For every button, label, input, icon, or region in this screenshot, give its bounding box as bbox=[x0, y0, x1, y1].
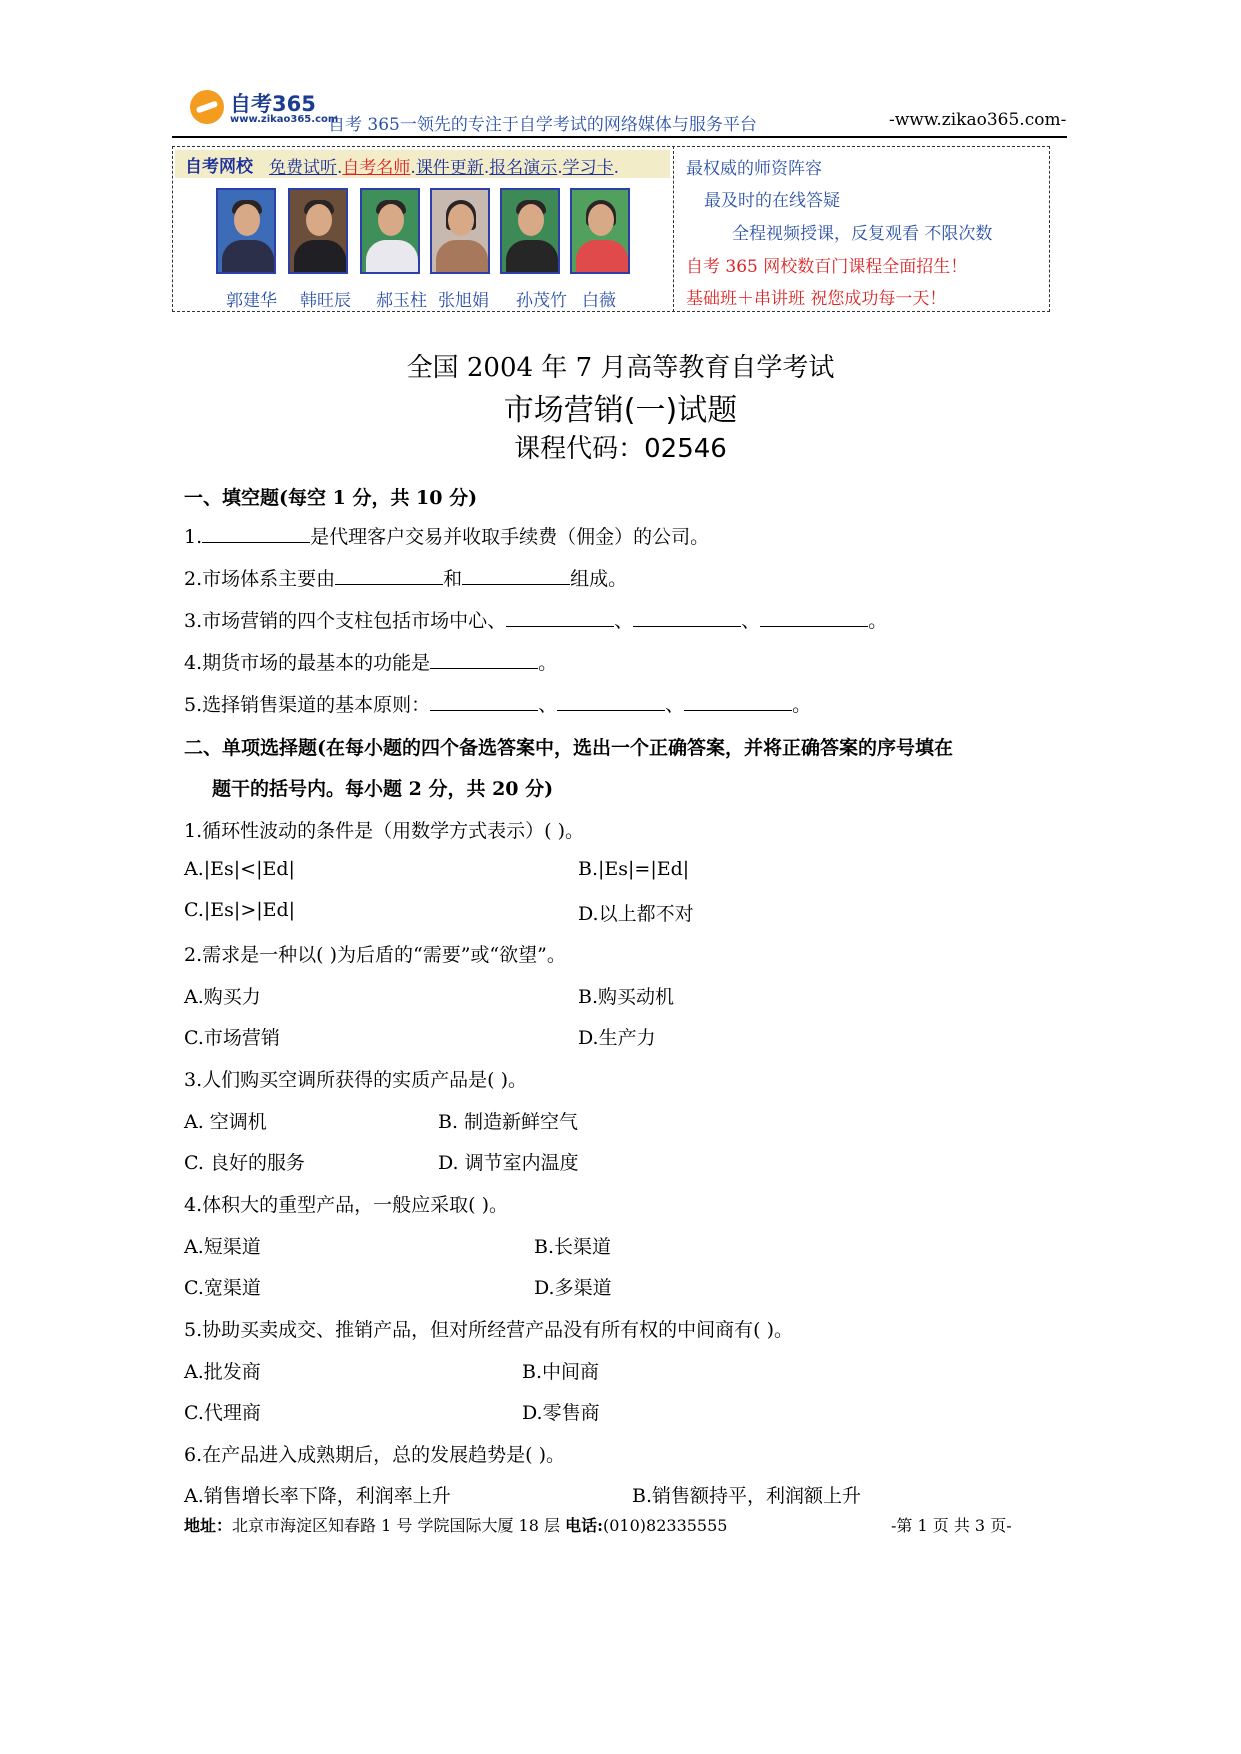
q5-option-c: C.代理商 bbox=[184, 1402, 261, 1424]
site-logo[interactable] bbox=[186, 86, 339, 134]
q2-option-c: C.市场营销 bbox=[184, 1027, 280, 1049]
footer-address: 地址：北京市海淀区知春路 1 号 学院国际大厦 18 层 电话:(010)82335555 bbox=[184, 1516, 728, 1535]
q6-option-a: A.销售增长率下降，利润率上升 bbox=[184, 1485, 451, 1507]
ad-line-4: 自考 365 网校数百门课程全面招生！ bbox=[686, 257, 968, 277]
teacher-name-6[interactable]: 白薇 bbox=[582, 291, 616, 311]
choice-question-6: 6.在产品进入成熟期后，总的发展趋势是( )。 bbox=[184, 1444, 565, 1466]
teacher-photo-2[interactable] bbox=[288, 188, 348, 274]
footer-page-number: -第 1 页 共 3 页- bbox=[891, 1516, 1012, 1535]
ad-line-2: 最及时的在线答疑 bbox=[704, 191, 840, 211]
q4-option-b: B.长渠道 bbox=[534, 1236, 612, 1258]
answer-blank bbox=[335, 568, 443, 585]
section-1-heading: 一、填空题(每空 1 分，共 10 分) bbox=[184, 487, 478, 509]
q2-option-a: A.购买力 bbox=[184, 986, 261, 1008]
link-registration-demo[interactable]: 报名演示 bbox=[489, 158, 558, 178]
header-divider bbox=[172, 136, 1067, 138]
q3-option-c: C. 良好的服务 bbox=[184, 1152, 305, 1174]
q1-option-b: B.|Es|=|Ed| bbox=[578, 858, 690, 880]
fill-question-1: 1. 是代理客户交易并收取手续费（佣金）的公司。 bbox=[184, 526, 710, 548]
teacher-name-3[interactable]: 郝玉柱 bbox=[376, 291, 427, 311]
answer-blank bbox=[202, 526, 310, 543]
link-course-updates[interactable]: 课件更新 bbox=[415, 158, 484, 178]
choice-question-2: 2.需求是一种以( )为后盾的“需要”或“欲望”。 bbox=[184, 944, 566, 966]
section-2-heading: 二、单项选择题(在每小题的四个备选答案中，选出一个正确答案，并将正确答案的序号填在 bbox=[184, 737, 953, 759]
teacher-name-1[interactable]: 郭建华 bbox=[226, 291, 277, 311]
logo-icon bbox=[190, 90, 224, 124]
q3-option-b: B. 制造新鲜空气 bbox=[438, 1111, 579, 1133]
teacher-name-5[interactable]: 孙茂竹 bbox=[516, 291, 567, 311]
q1-option-d: D.以上都不对 bbox=[578, 903, 694, 925]
link-study-card[interactable]: 学习卡 bbox=[562, 158, 614, 178]
answer-blank bbox=[430, 652, 538, 669]
answer-blank bbox=[462, 568, 570, 585]
fill-question-5: 5.选择销售渠道的基本原则： 、 、 。 bbox=[184, 694, 812, 716]
choice-question-4: 4.体积大的重型产品，一般应采取( )。 bbox=[184, 1194, 508, 1216]
q4-option-d: D.多渠道 bbox=[534, 1277, 612, 1299]
ad-line-1: 最权威的师资阵容 bbox=[686, 159, 822, 179]
teacher-name-2[interactable]: 韩旺辰 bbox=[300, 291, 351, 311]
course-code: 课程代码：02546 bbox=[514, 434, 727, 464]
exam-title: 全国 2004 年 7 月高等教育自学考试 bbox=[406, 353, 835, 383]
section-2-heading-cont: 题干的括号内。每小题 2 分，共 20 分) bbox=[212, 778, 554, 800]
choice-question-3: 3.人们购买空调所获得的实质产品是( )。 bbox=[184, 1069, 527, 1091]
q3-option-a: A. 空调机 bbox=[184, 1111, 267, 1133]
answer-blank bbox=[430, 694, 538, 711]
q2-option-b: B.购买动机 bbox=[578, 986, 675, 1008]
q5-option-d: D.零售商 bbox=[522, 1402, 600, 1424]
logo-brand: 自考365 bbox=[230, 92, 316, 116]
q5-option-b: B.中间商 bbox=[522, 1361, 600, 1383]
answer-blank bbox=[760, 610, 868, 627]
choice-question-5: 5.协助买卖成交、推销产品，但对所经营产品没有所有权的中间商有( )。 bbox=[184, 1319, 793, 1341]
teacher-photo-6[interactable] bbox=[570, 188, 630, 274]
q1-option-a: A.|Es|<|Ed| bbox=[184, 858, 295, 880]
answer-blank bbox=[557, 694, 665, 711]
header-tagline: 自考 365一领先的专注于自学考试的网络媒体与服务平台 bbox=[328, 115, 757, 135]
q2-option-d: D.生产力 bbox=[578, 1027, 656, 1049]
q3-option-d: D. 调节室内温度 bbox=[438, 1152, 579, 1174]
ad-line-3: 全程视频授课，反复观看 不限次数 bbox=[732, 224, 993, 244]
choice-question-1: 1.循环性波动的条件是（用数学方式表示）( )。 bbox=[184, 820, 584, 842]
q4-option-a: A.短渠道 bbox=[184, 1236, 261, 1258]
teacher-photo-3[interactable] bbox=[360, 188, 420, 274]
q6-option-b: B.销售额持平，利润额上升 bbox=[632, 1485, 862, 1507]
q4-option-c: C.宽渠道 bbox=[184, 1277, 261, 1299]
fill-question-2: 2.市场体系主要由 和 组成。 bbox=[184, 568, 628, 590]
teacher-name-4[interactable]: 张旭娟 bbox=[438, 291, 489, 311]
teacher-photo-4[interactable] bbox=[430, 188, 490, 274]
ad-nav-bar bbox=[175, 150, 670, 178]
header-site-url[interactable]: -www.zikao365.com- bbox=[889, 110, 1067, 130]
ad-divider bbox=[673, 146, 674, 312]
subject-title: 市场营销(一)试题 bbox=[503, 393, 738, 428]
teacher-photo-5[interactable] bbox=[500, 188, 560, 274]
teacher-photo-1[interactable] bbox=[216, 188, 276, 274]
fill-question-3: 3.市场营销的四个支柱包括市场中心、 、 、 。 bbox=[184, 610, 888, 632]
q1-option-c: C.|Es|>|Ed| bbox=[184, 899, 296, 921]
answer-blank bbox=[633, 610, 741, 627]
answer-blank bbox=[684, 694, 792, 711]
logo-url: www.zikao365.com bbox=[230, 114, 339, 125]
answer-blank bbox=[506, 610, 614, 627]
ad-links: 免费试听.自考名师.课件更新.报名演示.学习卡. bbox=[269, 158, 620, 178]
q5-option-a: A.批发商 bbox=[184, 1361, 261, 1383]
ad-school-link[interactable]: 自考网校 bbox=[185, 157, 253, 177]
ad-line-5: 基础班＋串讲班 祝您成功每一天！ bbox=[686, 289, 947, 309]
link-free-trial[interactable]: 免费试听 bbox=[269, 158, 337, 178]
link-famous-teachers[interactable]: 自考名师 bbox=[342, 158, 411, 178]
fill-question-4: 4.期货市场的最基本的功能是 。 bbox=[184, 652, 558, 674]
